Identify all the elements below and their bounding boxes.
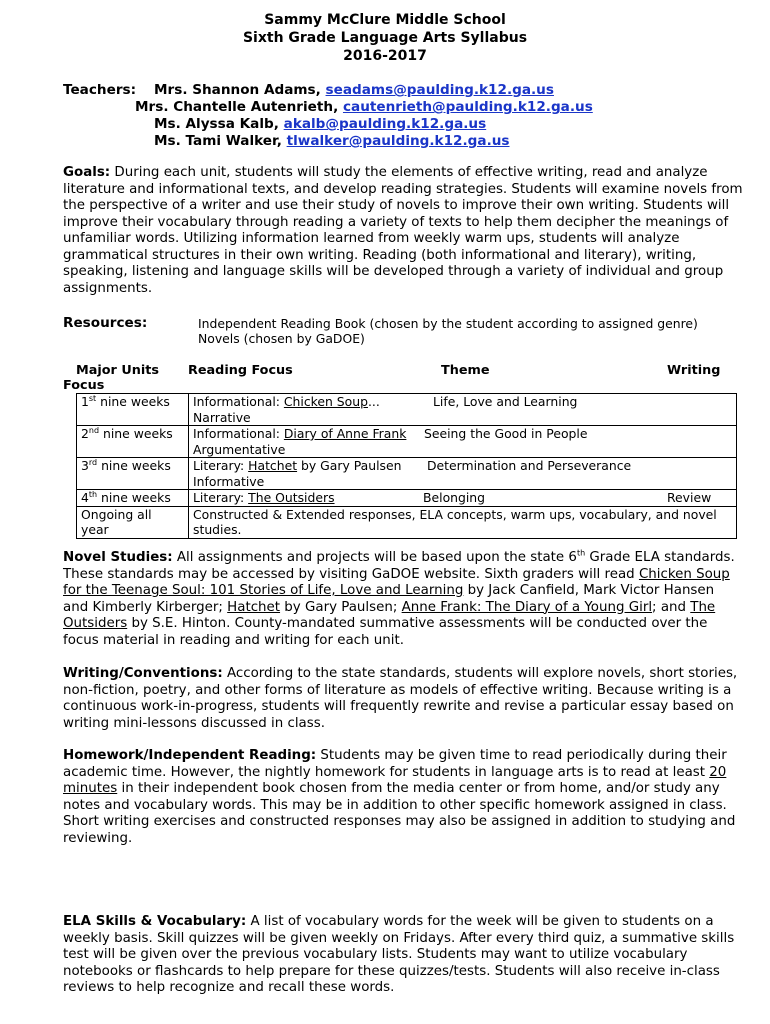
- unit-details: Informational: Chicken Soup... Life, Love and Learning Narrative: [189, 394, 737, 426]
- homework-heading: Homework/Independent Reading:: [63, 748, 317, 763]
- teacher-name: Mrs. Chantelle Autenrieth,: [135, 99, 339, 115]
- teacher-name: Mrs. Shannon Adams,: [154, 82, 321, 98]
- unit-theme: Belonging: [423, 490, 486, 505]
- teacher-line: [154, 82, 554, 98]
- book-title: Hatchet: [227, 599, 281, 615]
- resources-item: Novels (chosen by GaDOE): [198, 331, 365, 346]
- syllabus-title: Sixth Grade Language Arts Syllabus: [242, 30, 528, 46]
- teacher-email-link[interactable]: akalb@paulding.k12.ga.us: [283, 116, 487, 132]
- unit-theme: Seeing the Good in People: [424, 426, 588, 441]
- goals-text: During each unit, students will study the elements of effective writing, read and analyze literature and informational texts, and develop reading strategies. Students will examine novels from the perspective of a writer and use their study of novels to improve their own writing. Students will improve their vocabulary through reading a variety of texts to help them decipher the meanings of unfamiliar words. Utilizing information learned from weekly warm ups, students will analyze grammatical structures in their own writing. Reading (both informational and literary), writing, speaking, listening and language skills will be developed through a variety of individual and group assignments.: [63, 165, 743, 296]
- writing-focus: Informative: [193, 473, 265, 489]
- goals-section: [63, 165, 743, 297]
- goals-heading: Goals:: [63, 165, 111, 180]
- col-header-major-units: Major Units: [76, 363, 159, 378]
- ela-skills-section: ELA Skills & Vocabulary: A list of vocabulary words for the week will be given to students on a weekly basis. Skill quizzes will be given weekly on Fridays. After every third quiz, a summative skills test will be given over the previous vocabulary lists. Students may want to utilize vocabulary notebooks or flashcards to help prepare for these quizzes/tests. Students will also receive in-class reviews to help recognize and recall these words.: [63, 914, 735, 995]
- school-year: 2016-2017: [343, 48, 427, 64]
- teacher-name: Ms. Alyssa Kalb,: [154, 116, 279, 132]
- unit-period: 2nd nine weeks: [77, 426, 189, 458]
- teacher-email-link[interactable]: cautenrieth@paulding.k12.ga.us: [342, 99, 593, 115]
- table-row: [77, 490, 737, 507]
- teachers-label: Teachers:: [63, 82, 137, 98]
- school-name: Sammy McClure Middle School: [264, 12, 506, 28]
- teacher-line: [154, 116, 486, 132]
- col-header-focus: Focus: [63, 378, 105, 393]
- unit-details: Constructed & Extended responses, ELA concepts, warm ups, vocabulary, and novel studies.: [189, 506, 737, 538]
- teacher-email-link[interactable]: seadams@paulding.k12.ga.us: [325, 82, 554, 98]
- unit-period: 1st nine weeks: [77, 394, 189, 426]
- book-title: Chicken Soup: [283, 394, 368, 409]
- book-title: The Outsiders: [248, 490, 335, 505]
- book-title: Chicken Soup for the Teenage Soul: 101 Stories of Life, Love and Learning: [63, 566, 730, 598]
- resources-heading: Resources:: [63, 315, 148, 331]
- teacher-line: [135, 99, 593, 115]
- units-table: [76, 393, 737, 539]
- resources-item: Independent Reading Book (chosen by the student according to assigned genre): [198, 316, 698, 331]
- unit-theme: Life, Love and Learning: [433, 394, 578, 409]
- unit-theme: Determination and Perseverance: [427, 458, 632, 473]
- book-title: Anne Frank: The Diary of a Young Girl: [401, 599, 653, 615]
- writing-conventions-section: Writing/Conventions: According to the state standards, students will explore novels, short stories, non-fiction, poetry, and other forms of literature as models of effective writing. Because writing is a continuous work-in-progress, students will frequently rewrite and revise a particular essay based on writing mini-lessons discussed in class.: [63, 666, 738, 731]
- unit-period: 3rd nine weeks: [77, 458, 189, 490]
- writing-focus: Narrative: [193, 409, 251, 425]
- table-row: [77, 506, 737, 538]
- table-row: [77, 458, 737, 490]
- writing-focus: Argumentative: [193, 441, 286, 457]
- unit-details: Literary: Hatchet by Gary Paulsen Determination and Perseverance Informative: [189, 458, 737, 490]
- table-row: [77, 426, 737, 458]
- unit-details: Informational: Diary of Anne Frank Seeing the Good in People Argumentative: [189, 426, 737, 458]
- novel-studies-heading: Novel Studies:: [63, 550, 173, 565]
- teacher-email-link[interactable]: tlwalker@paulding.k12.ga.us: [286, 133, 510, 149]
- book-title: Diary of Anne Frank: [283, 426, 407, 441]
- col-header-writing: Writing: [667, 363, 721, 378]
- book-title: Hatchet: [248, 458, 298, 473]
- col-header-theme: Theme: [441, 363, 490, 378]
- unit-details: Literary: The Outsiders Belonging Review: [189, 490, 737, 507]
- table-row: [77, 394, 737, 426]
- novel-studies-section: Novel Studies: All assignments and projects will be based upon the state 6th Grade ELA standards. These standards may be accessed by visiting GaDOE website. Sixth graders will read Chicken Soup for the Teenage Soul: 101 Stories of Life, Love and Learning by Jack Canfield, Mark Victor Hansen and Kimberly Kirberger; Hatchet by Gary Paulsen; Anne Frank: The Diary of a Young Girl; and The Outsiders by S.E. Hinton. County-mandated summative assessments will be conducted over the focus material in reading and writing for each unit.: [63, 548, 735, 648]
- book-title: The Outsiders: [63, 599, 716, 631]
- teacher-line: [154, 133, 510, 149]
- unit-period: 4th nine weeks: [77, 490, 189, 507]
- homework-section: Homework/Independent Reading: Students may be given time to read periodically during their academic time. However, the nightly homework for students in language arts is to read at least 20 minutes in their independent book chosen from the media center or from home, and/or study any notes and vocabulary words. This may be in addition to other specific homework assigned in class. Short writing exercises and constructed responses may also be assigned in addition to studying and reviewing.: [63, 748, 736, 846]
- unit-writing: Review: [667, 490, 712, 505]
- writing-conventions-heading: Writing/Conventions:: [63, 666, 223, 681]
- unit-period: Ongoing all year: [77, 506, 189, 538]
- reading-time: 20 minutes: [63, 764, 727, 796]
- ela-skills-heading: ELA Skills & Vocabulary:: [63, 914, 247, 929]
- col-header-reading-focus: Reading Focus: [188, 363, 293, 378]
- teacher-name: Ms. Tami Walker,: [154, 133, 282, 149]
